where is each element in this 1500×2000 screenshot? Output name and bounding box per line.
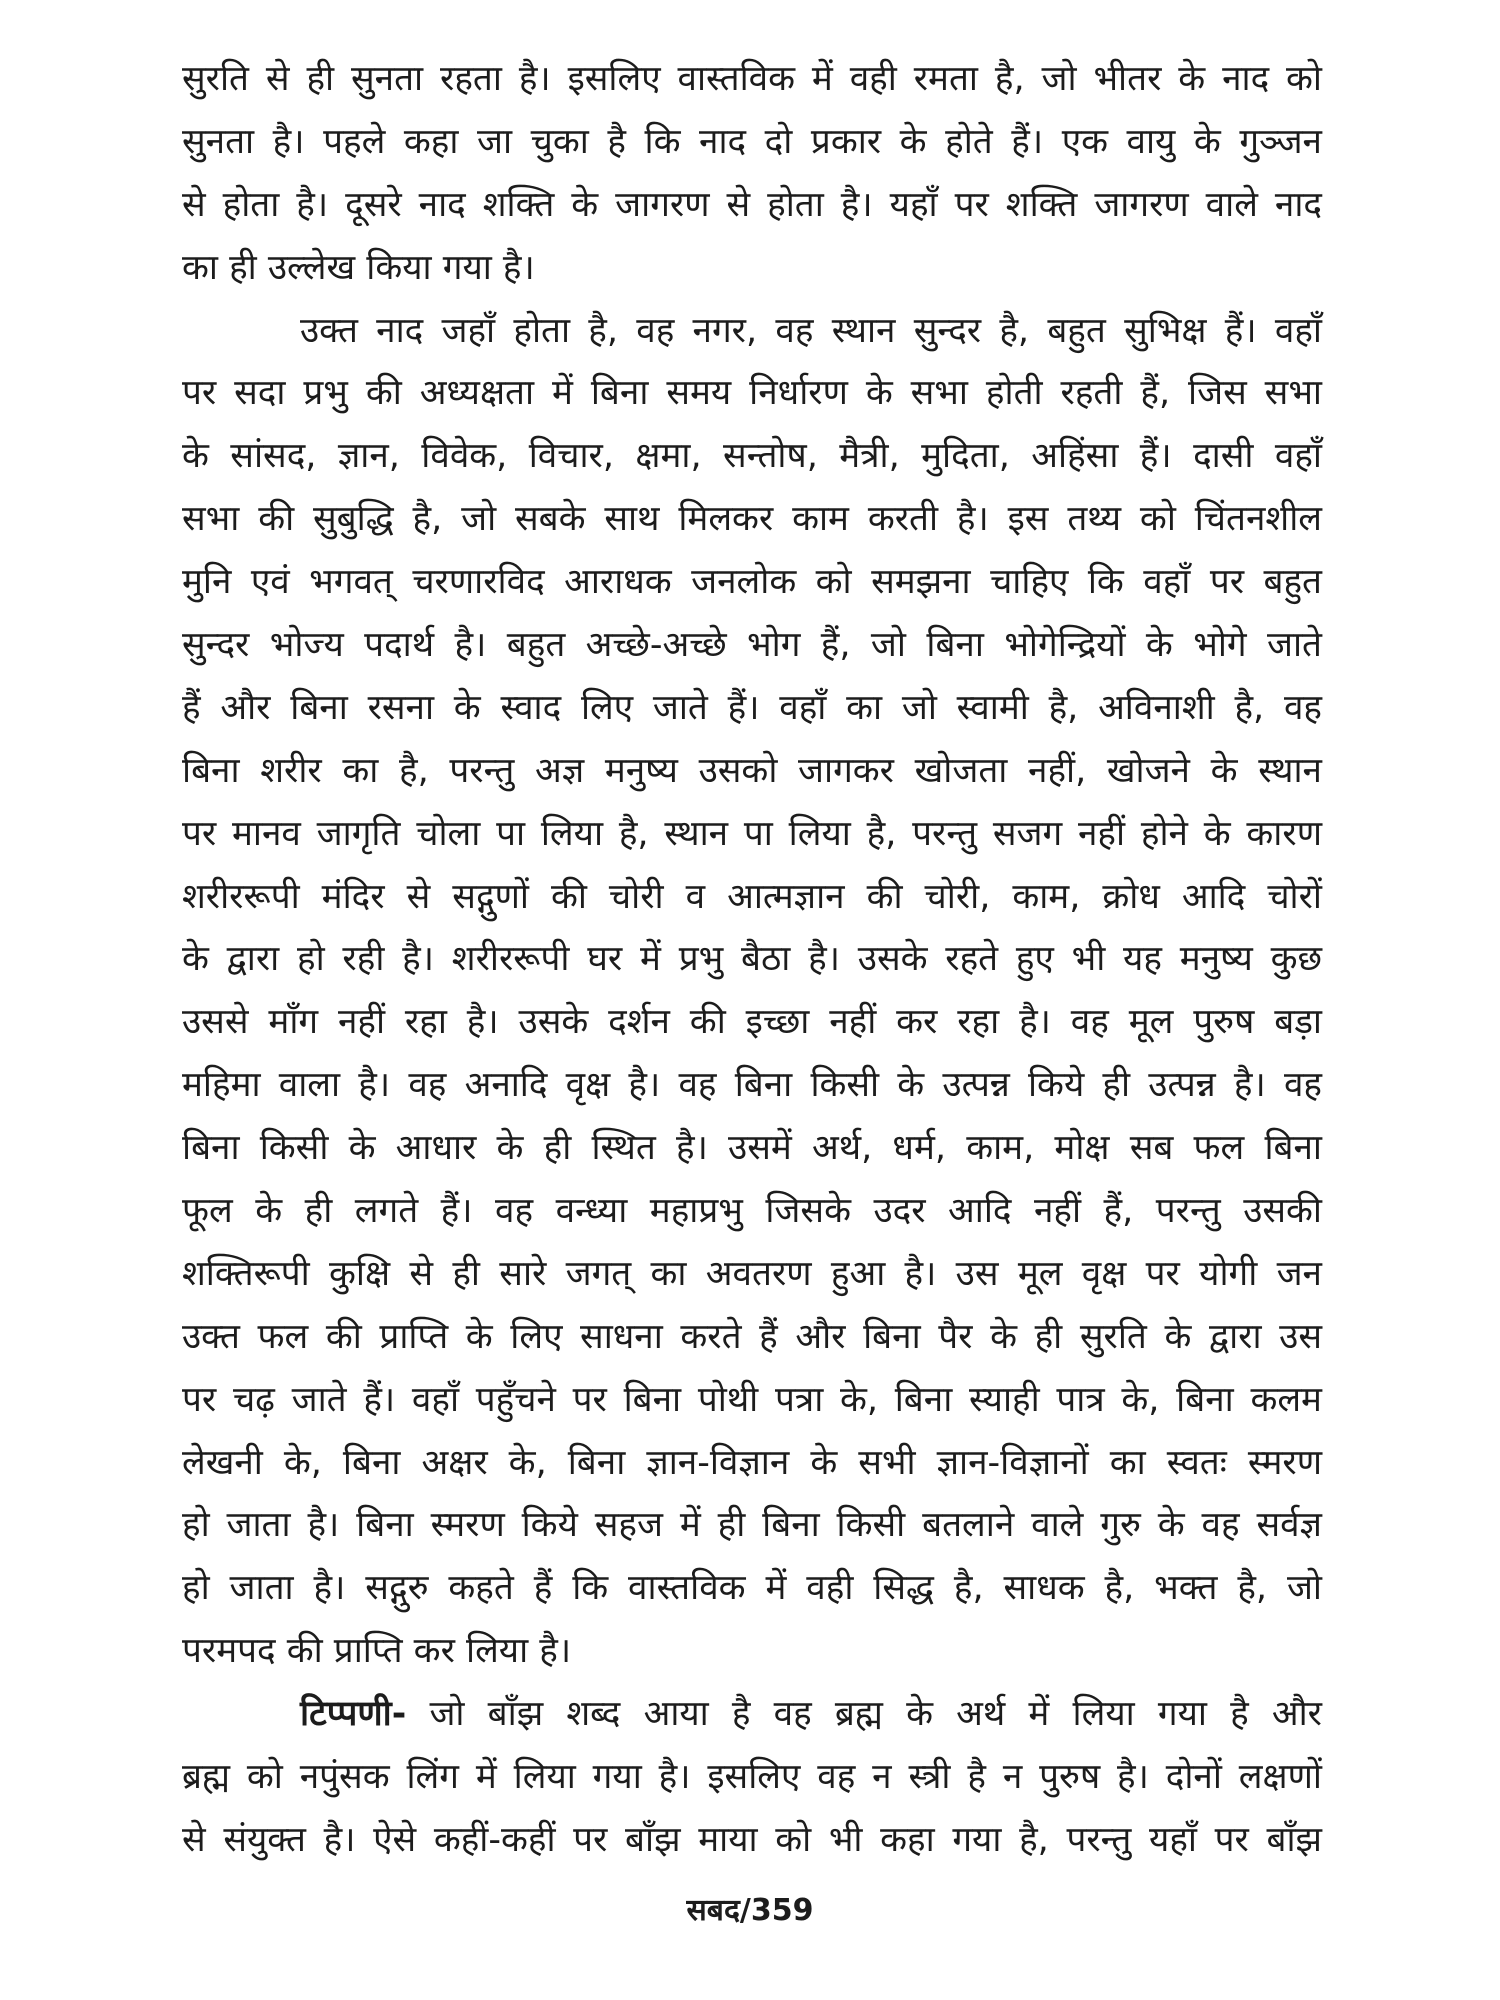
text-line: शक्तिरूपी कुक्षि से ही सारे जगत् का अवतरण हुआ है। उस मूल वृक्ष पर योगी जन bbox=[182, 1253, 1322, 1294]
text-line: पर सदा प्रभु की अध्यक्षता में बिना समय निर्धारण के सभा होती रहती हैं, जिस सभा bbox=[182, 373, 1322, 414]
text-line: परमपद की प्राप्ति कर लिया है। bbox=[182, 1631, 572, 1672]
note-first-line bbox=[182, 1683, 1322, 1746]
text-line: हैं और बिना रसना के स्वाद लिए जाते हैं। वहाँ का जो स्वामी है, अविनाशी है, वह bbox=[182, 687, 1322, 728]
text-line: महिमा वाला है। वह अनादि वृक्ष है। वह बिना किसी के उत्पन्न किये ही उत्पन्न है। वह bbox=[182, 1065, 1322, 1106]
body-text bbox=[182, 48, 1322, 1872]
text-line: लेखनी के, बिना अक्षर के, बिना ज्ञान-विज्ञान के सभी ज्ञान-विज्ञानों का स्वतः स्मरण bbox=[182, 1442, 1322, 1483]
text-line: पर चढ़ जाते हैं। वहाँ पहुँचने पर बिना पोथी पत्रा के, बिना स्याही पात्र के, बिना कलम bbox=[182, 1379, 1322, 1420]
text-line: का ही उल्लेख किया गया है। bbox=[182, 247, 535, 288]
note-label: टिप्पणी- bbox=[300, 1694, 407, 1735]
note-first-line-text: जो बाँझ शब्द आया है वह ब्रह्म के अर्थ में लिया गया है और bbox=[406, 1694, 1322, 1735]
text-line: सुरति से ही सुनता रहता है। इसलिए वास्तविक में वही रमता है, जो भीतर के नाद को bbox=[182, 59, 1322, 99]
text-line: उससे माँग नहीं रहा है। उसके दर्शन की इच्छा नहीं कर रहा है। वह मूल पुरुष बड़ा bbox=[182, 1002, 1322, 1043]
text-line: शरीररूपी मंदिर से सद्गुणों की चोरी व आत्मज्ञान की चोरी, काम, क्रोध आदि चोरों bbox=[182, 876, 1322, 917]
text-line: सभा की सुबुद्धि है, जो सबके साथ मिलकर काम करती है। इस तथ्य को चिंतनशील bbox=[182, 499, 1322, 540]
text-line: हो जाता है। बिना स्मरण किये सहज में ही बिना किसी बतलाने वाले गुरु के वह सर्वज्ञ bbox=[182, 1505, 1322, 1546]
text-line: उक्त फल की प्राप्ति के लिए साधना करते हैं और बिना पैर के ही सुरति के द्वारा उस bbox=[182, 1316, 1322, 1357]
text-line: ब्रह्म को नपुंसक लिंग में लिया गया है। इसलिए वह न स्त्री है न पुरुष है। दोनों लक्षणों bbox=[182, 1757, 1322, 1798]
text-line: हो जाता है। सद्गुरु कहते हैं कि वास्तविक में वही सिद्ध है, साधक है, भक्त है, जो bbox=[182, 1568, 1322, 1609]
text-line: मुनि एवं भगवत् चरणारविद आराधक जनलोक को समझना चाहिए कि वहाँ पर बहुत bbox=[182, 562, 1322, 603]
text-line: से होता है। दूसरे नाद शक्ति के जागरण से होता है। यहाँ पर शक्ति जागरण वाले नाद bbox=[182, 184, 1322, 225]
text-line: के द्वारा हो रही है। शरीररूपी घर में प्रभु बैठा है। उसके रहते हुए भी यह मनुष्य कुछ bbox=[182, 939, 1322, 980]
text-line: सुन्दर भोज्य पदार्थ है। बहुत अच्छे-अच्छे भोग हैं, जो बिना भोगेन्द्रियों के भोगे जाते bbox=[182, 625, 1322, 666]
text-line: बिना किसी के आधार के ही स्थित है। उसमें अर्थ, धर्म, काम, मोक्ष सब फल बिना bbox=[182, 1128, 1322, 1169]
text-line: से संयुक्त है। ऐसे कहीं-कहीं पर बाँझ माया को भी कहा गया है, परन्तु यहाँ पर बाँझ bbox=[182, 1819, 1322, 1860]
text-line: के सांसद, ज्ञान, विवेक, विचार, क्षमा, सन्तोष, मैत्री, मुदिता, अहिंसा हैं। दासी वहाँ bbox=[182, 436, 1322, 477]
page-number: सबद/359 bbox=[686, 1893, 814, 1928]
text-line: बिना शरीर का है, परन्तु अज्ञ मनुष्य उसको जागकर खोजता नहीं, खोजने के स्थान bbox=[182, 750, 1322, 791]
text-line: सुनता है। पहले कहा जा चुका है कि नाद दो प्रकार के होते हैं। एक वायु के गुञ्जन bbox=[182, 121, 1322, 162]
text-line: उक्त नाद जहाँ होता है, वह नगर, वह स्थान सुन्दर है, बहुत सुभिक्ष हैं। वहाँ bbox=[300, 310, 1322, 351]
text-line: पर मानव जागृति चोला पा लिया है, स्थान पा लिया है, परन्तु सजग नहीं होने के कारण bbox=[182, 813, 1322, 854]
text-line: फूल के ही लगते हैं। वह वन्ध्या महाप्रभु जिसके उदर आदि नहीं हैं, परन्तु उसकी bbox=[182, 1191, 1322, 1232]
